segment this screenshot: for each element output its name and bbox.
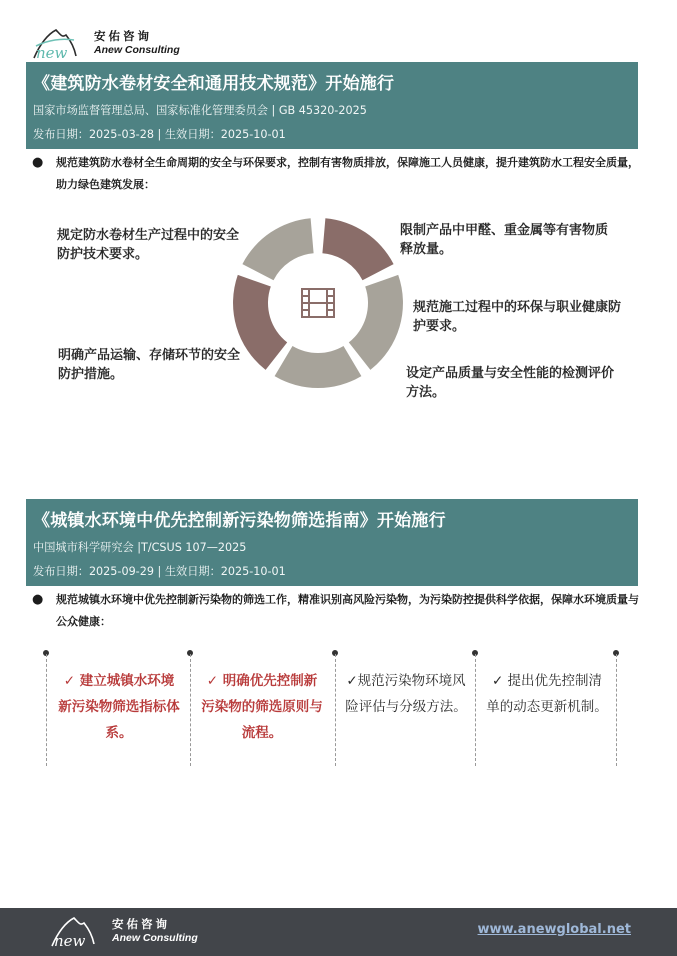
footer-brand-logo [48, 914, 198, 948]
section2-title: 《城镇水环境中优先控制新污染物筛选指南》开始施行 [33, 511, 446, 531]
bullet-icon: ● [32, 155, 44, 170]
donut-label-testing-method: 设定产品质量与安全性能的检测评价方法。 [406, 366, 615, 400]
section1-summary: ● 规范建筑防水卷材全生命周期的安全与环保要求，控制有害物质排放，保障施工人员健康，提升建筑防水工程安全质量，助力绿色建筑发展： [32, 152, 642, 196]
page-footer [0, 908, 677, 956]
timeline-columns [40, 648, 630, 770]
mountain-logo-icon [48, 914, 108, 948]
donut-label-transport-storage: 明确产品运输、存储环节的安全防护措施。 [58, 348, 241, 382]
website-link[interactable]: www.anewglobal.net [477, 922, 631, 937]
brand-name-en: Anew Consulting [94, 43, 180, 56]
section1-dates: 发布日期：2025-03-28 | 生效日期：2025-10-01 [33, 128, 286, 141]
timeline-divider [190, 654, 191, 766]
timeline-item-risk-assessment: ✓规范污染物环境风险评估与分级方法。 [345, 673, 467, 715]
timeline-divider [475, 654, 476, 766]
section1-header [26, 62, 638, 149]
donut-segment-top-right [322, 218, 393, 280]
donut-segment-bottom [275, 346, 362, 388]
brand-logo [30, 26, 180, 60]
mountain-logo-icon [30, 26, 90, 60]
svg-text:new: new [54, 932, 86, 948]
film-strip-icon [302, 289, 334, 317]
section1-issuer: 国家市场监督管理总局、国家标准化管理委员会 | GB 45320-2025 [33, 104, 367, 117]
section1-title: 《建筑防水卷材安全和通用技术规范》开始施行 [33, 74, 395, 94]
timeline-item-indicator-system: ✓ 建立城镇水环境新污染物筛选指标体系。 [58, 673, 180, 741]
donut-segment-top-left [242, 218, 313, 280]
donut-label-production-safety: 规定防水卷材生产过程中的安全防护技术要求。 [57, 228, 240, 262]
svg-text:new: new [36, 44, 68, 60]
section2-summary: ● 规范城镇水环境中优先控制新污染物的筛选工作，精准识别高风险污染物，为污染防控提供科学依据，保障水环境质量与公众健康： [32, 589, 642, 633]
bullet-icon: ● [32, 592, 44, 607]
timeline-item-dynamic-update: ✓ 提出优先控制清单的动态更新机制。 [486, 673, 608, 715]
donut-label-hazardous-emission: 限制产品中甲醛、重金属等有害物质释放量。 [400, 223, 609, 257]
donut-diagram [228, 213, 408, 393]
brand-name-cn: 安佑咨询 [94, 29, 152, 44]
timeline-divider [616, 654, 617, 766]
section2-dates: 发布日期：2025-09-29 | 生效日期：2025-10-01 [33, 565, 286, 578]
footer-brand-name-cn: 安佑咨询 [112, 917, 170, 932]
donut-label-construction-health: 规范施工过程中的环保与职业健康防护要求。 [413, 300, 622, 334]
section2-issuer: 中国城市科学研究会 |T/CSUS 107—2025 [33, 541, 247, 554]
section2-header [26, 499, 638, 586]
footer-brand-name-en: Anew Consulting [112, 931, 198, 944]
timeline-item-screening-principles: ✓ 明确优先控制新污染物的筛选原则与流程。 [201, 673, 323, 741]
donut-segment-right [349, 275, 403, 370]
timeline-divider [46, 654, 47, 766]
timeline-divider [335, 654, 336, 766]
